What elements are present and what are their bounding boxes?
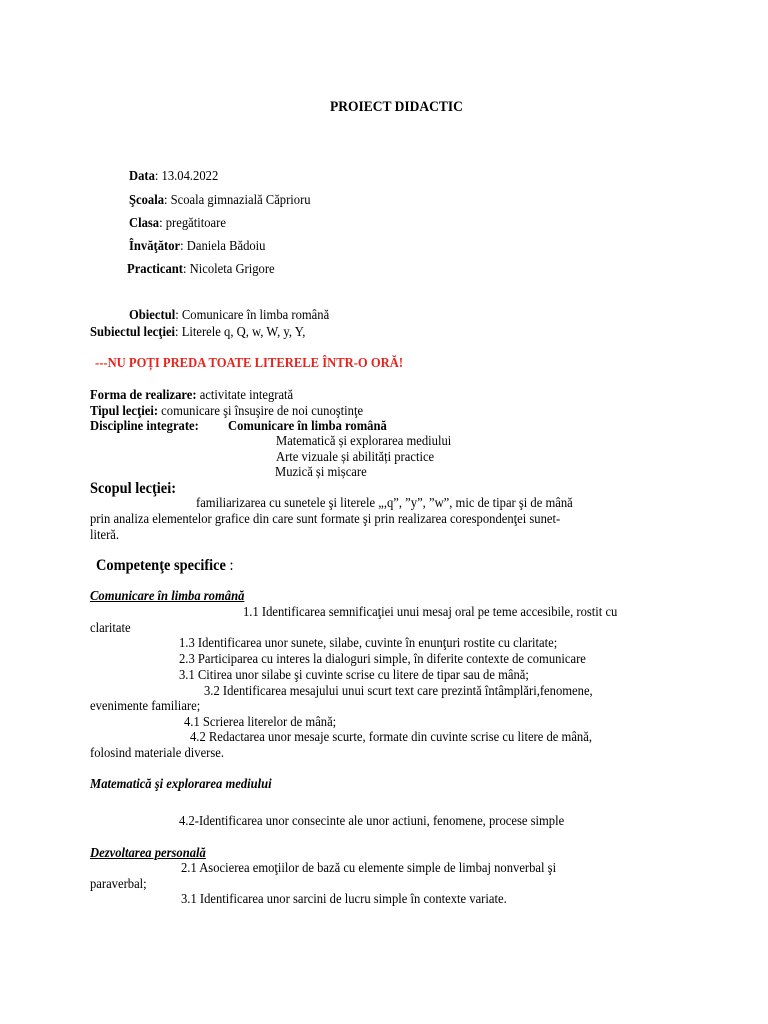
teacher-value: : Daniela Bădoiu — [180, 239, 266, 254]
disciplines-label: Discipline integrate: — [90, 419, 199, 434]
section-title: Dezvoltarea personală — [90, 846, 206, 861]
competences-heading — [96, 557, 234, 575]
competence-line: evenimente familiare; — [90, 699, 201, 714]
class-value: : pregătitoare — [159, 216, 226, 231]
date-line — [129, 169, 218, 185]
objective-label: Obiectul — [129, 308, 176, 323]
purpose-line: literă. — [90, 528, 120, 543]
lesson-type-label: Tipul lecţiei: — [90, 404, 159, 419]
subject-line — [90, 325, 305, 341]
date-value: : 13.04.2022 — [154, 169, 219, 184]
purpose-heading: Scopul lecţiei: — [90, 480, 176, 497]
form-value: activitate integrată — [196, 388, 294, 403]
subject-label: Subiectul lecţiei — [90, 325, 176, 340]
competence-line: claritate — [90, 621, 131, 636]
school-line — [129, 193, 311, 209]
trainee-value: : Nicoleta Grigore — [182, 262, 275, 277]
teacher-label: Învăţător — [129, 239, 181, 254]
discipline-item: Matematică și explorarea mediului — [276, 434, 452, 449]
competence-line: 4.2-Identificarea unor consecinte ale unor actiuni, fenomene, procese simple — [179, 814, 565, 829]
discipline-item: Arte vizuale și abilități practice — [276, 450, 435, 465]
purpose-line: familiarizarea cu sunetele şi literele „,q”, ”y”, ”w”, mic de tipar şi de mână — [196, 496, 573, 511]
section-title: Matematică şi explorarea mediului — [90, 777, 272, 792]
competence-line: 4.1 Scrierea literelor de mână; — [184, 715, 337, 730]
form-line — [90, 388, 293, 404]
discipline-item: Muzică și mișcare — [275, 465, 367, 480]
form-label: Forma de realizare: — [90, 388, 197, 403]
lesson-type-line — [90, 404, 363, 420]
trainee-line — [127, 262, 275, 278]
document-title: PROIECT DIDACTIC — [330, 99, 463, 115]
competence-line: folosind materiale diverse. — [90, 746, 225, 761]
competence-line: 1.3 Identificarea unor sunete, silabe, cuvinte în enunţuri rostite cu claritate; — [179, 636, 558, 651]
objective-line — [129, 308, 329, 324]
competence-line: 3.1 Identificarea unor sarcini de lucru simple în contexte variate. — [181, 892, 507, 907]
objective-value: : Comunicare în limba română — [175, 308, 330, 323]
competence-line: 4.2 Redactarea unor mesaje scurte, formate din cuvinte scrise cu litere de mână, — [190, 730, 592, 745]
trainee-label: Practicant — [127, 262, 183, 277]
discipline-item: Comunicare în limba română — [228, 419, 387, 434]
lesson-type-value: comunicare şi însuşire de noi cunoştinţe — [158, 404, 364, 419]
competence-line: 2.1 Asocierea emoţiilor de bază cu elemente simple de limbaj nonverbal şi — [181, 861, 557, 876]
purpose-line: prin analiza elementelor grafice din care sunt formate şi prin realizarea corespondenţei sunet- — [90, 512, 561, 527]
competences-colon: : — [225, 557, 234, 574]
competence-line: 2.3 Participarea cu interes la dialoguri simple, în diferite contexte de comunicare — [179, 652, 586, 667]
competence-line: 1.1 Identificarea semnificaţiei unui mesaj oral pe teme accesibile, rostit cu — [243, 605, 618, 620]
competences-label: Competenţe specifice — [96, 557, 226, 574]
class-label: Clasa — [129, 216, 160, 231]
competence-line: 3.2 Identificarea mesajului unui scurt text care prezintă întâmplări,fenomene, — [204, 684, 593, 699]
date-label: Data — [129, 169, 155, 184]
subject-value: : Literele q, Q, w, W, y, Y, — [175, 325, 306, 340]
warning-text: ---NU POȚI PREDA TOATE LITERELE ÎNTR-O ORĂ! — [95, 356, 404, 371]
competence-line: 3.1 Citirea unor silabe şi cuvinte scrise cu litere de tipar sau de mână; — [179, 668, 529, 683]
section-title: Comunicare în limba română — [90, 589, 245, 604]
teacher-line — [129, 239, 265, 255]
school-label: Şcoala — [129, 193, 165, 208]
class-line — [129, 216, 226, 232]
competence-line: paraverbal; — [90, 877, 147, 892]
school-value: : Scoala gimnazială Căprioru — [164, 193, 311, 208]
